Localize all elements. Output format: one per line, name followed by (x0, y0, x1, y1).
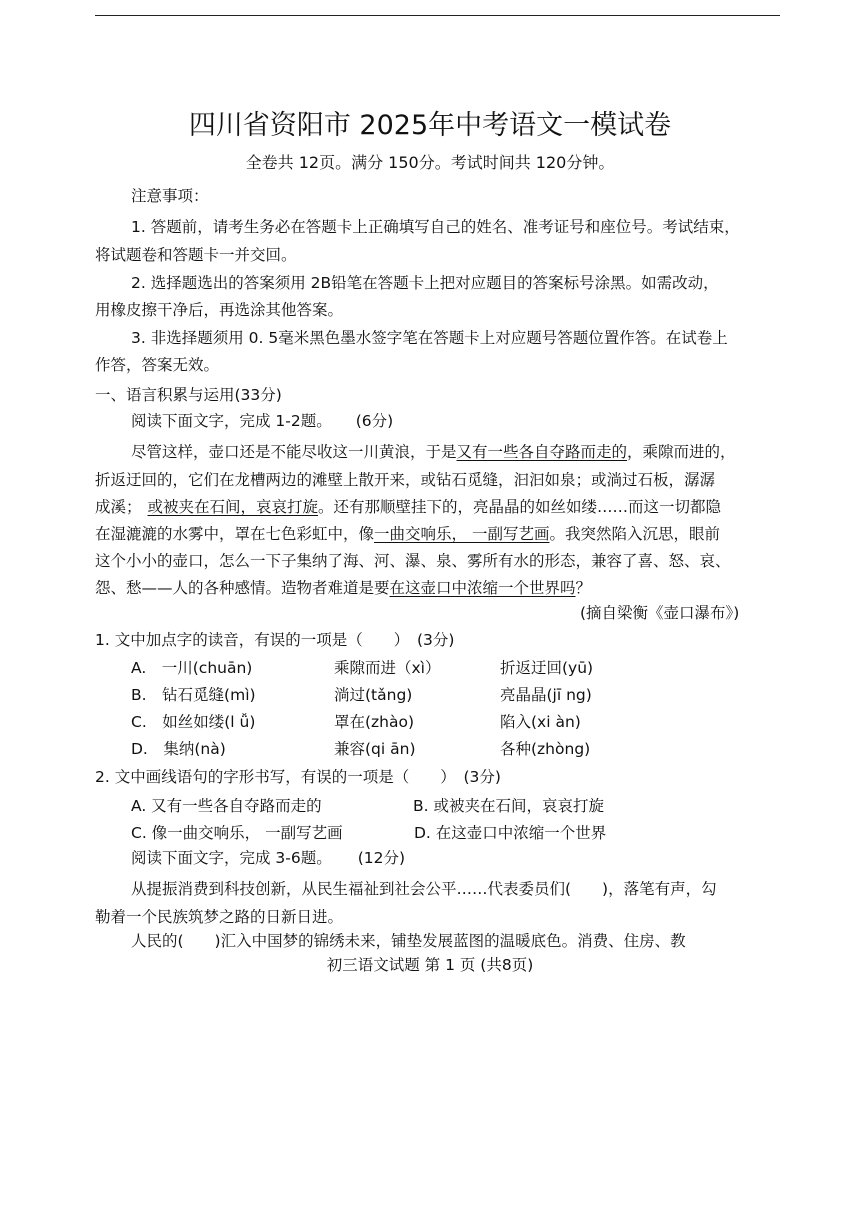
question-2-stem: 2. 文中画线语句的字形书写，有误的一项是（ ） (3分) (95, 768, 501, 786)
passage-line-4 (95, 523, 720, 545)
reading-2-intro (131, 847, 405, 869)
page-title: 四川省资阳市 2025年中考语文一模试卷 (188, 110, 672, 141)
q2-option-d: D. 在这壶口中浓缩一个世界 (414, 824, 607, 842)
q2-option-a: A. 又有一些各自夺路而走的 (131, 797, 322, 815)
passage-line-6 (95, 577, 591, 599)
reading-1-intro-text: 阅读下面文字，完成 1-2题。 (131, 412, 332, 430)
underlined-phrase-c: 一曲交响乐， 一副写艺画 (374, 525, 550, 543)
passage-text: 。还有那顺壁挂下的，亮晶晶的如丝如缕……而这一切都隐 (318, 498, 722, 516)
passage-source: (摘自梁衡《壶口瀑布》) (580, 604, 740, 622)
passage-text: 尽管这样，壶口还是不能尽收这一川黄浪，于是 (131, 443, 457, 461)
underlined-phrase-a: 又有一些各自夺路而走的 (456, 443, 628, 461)
exam-info: 全卷共 12页。满分 150分。考试时间共 120分钟。 (245, 153, 615, 172)
underlined-phrase-b: 或被夹在石间，哀哀打旋 (147, 498, 319, 516)
question-1-stem: 1. 文中加点字的读音，有误的一项是（ ） (3分) (95, 631, 455, 649)
notice-item-3-line-1: 3. 非选择题须用 0. 5毫米黑色墨水签字笔在答题卡上对应题号答题位置作答。在试卷上 (131, 329, 728, 347)
passage-text: ？ (575, 579, 592, 597)
reading-2-intro-text: 阅读下面文字，完成 3-6题。 (131, 849, 332, 867)
passage-text: 。我突然陷入沉思，眼前 (549, 525, 720, 543)
q1-option-c-word-3: 陷入(xi àn) (500, 713, 581, 731)
passage-text: 在湿漉漉的水雾中，罩在七色彩虹中，像 (95, 525, 375, 543)
passage-text: ，乘隙而进的， (627, 443, 736, 461)
underlined-phrase-d: 在这壶口中浓缩一个世界吗 (389, 579, 576, 597)
q1-option-b-word-2: 淌过(tǎng) (334, 686, 413, 704)
notice-item-3-line-2: 作答，答案无效。 (95, 356, 220, 374)
reading-1-intro (131, 410, 393, 432)
section-heading: 一、语言积累与运用(33分) (95, 386, 282, 404)
passage-text: 成溪； (95, 498, 142, 516)
q1-option-a-word-3: 折返迂回(yū) (500, 659, 594, 677)
passage-line-1 (131, 441, 736, 463)
reading-2-score: (12分) (357, 849, 406, 867)
q2-option-c: C. 像一曲交响乐， 一副写艺画 (131, 824, 343, 842)
notice-heading: 注意事项： (131, 187, 209, 205)
q1-option-c-word-2: 罩在(zhào) (334, 713, 415, 731)
q1-option-b: B. 钻石觅缝(mì) (131, 686, 256, 704)
q1-option-a: A. 一川(chuān) (131, 659, 253, 677)
q1-option-d-word-2: 兼容(qi ān) (334, 740, 416, 758)
q1-option-a-word-2: 乘隙而进（xì） (334, 659, 441, 677)
passage-2-line-1: 从提振消费到科技创新，从民生福祉到社会公平……代表委员们( )，落笔有声，勾 (131, 880, 717, 898)
q1-option-d-word-3: 各种(zhòng) (500, 740, 591, 758)
passage-line-3 (95, 496, 721, 518)
page-footer: 初三语文试题 第 1 页 (共8页) (326, 956, 534, 974)
q1-option-c: C. 如丝如缕(l ǚ) (131, 713, 256, 731)
notice-item-2-line-2: 用橡皮擦干净后，再选涂其他答案。 (95, 301, 344, 319)
passage-2-line-3: 人民的( )汇入中国梦的锦绣未来，铺垫发展蓝图的温暖底色。消费、住房、教 (131, 932, 686, 950)
passage-line-5: 这个小小的壶口，怎么一下子集纳了海、河、瀑、泉、雾所有水的形态，兼容了喜、怒、哀、 (95, 552, 731, 570)
passage-text: 怨、愁——人的各种感情。造物者难道是要 (95, 579, 390, 597)
passage-2-line-2: 勒着一个民族筑梦之路的日新日进。 (95, 908, 344, 926)
notice-item-1-line-2: 将试题卷和答题卡一并交回。 (95, 246, 297, 264)
reading-1-score: (6分) (355, 412, 394, 430)
q1-option-d: D. 集纳(nà) (131, 740, 226, 758)
passage-line-2: 折返迂回的，它们在龙槽两边的滩壁上散开来，或钻石觅缝，汩汩如泉；或淌过石板，潺潺 (95, 471, 716, 489)
q2-option-b: B. 或被夹在石间，哀哀打旋 (413, 797, 604, 815)
notice-item-2-line-1: 2. 选择题选出的答案须用 2B铅笔在答题卡上把对应题目的答案标号涂黑。如需改动， (131, 274, 719, 292)
q1-option-b-word-3: 亮晶晶(jī ng) (500, 686, 592, 704)
top-rule (95, 15, 780, 16)
notice-item-1-line-1: 1. 答题前，请考生务必在答题卡上正确填写自己的姓名、准考证号和座位号。考试结束， (131, 218, 740, 236)
